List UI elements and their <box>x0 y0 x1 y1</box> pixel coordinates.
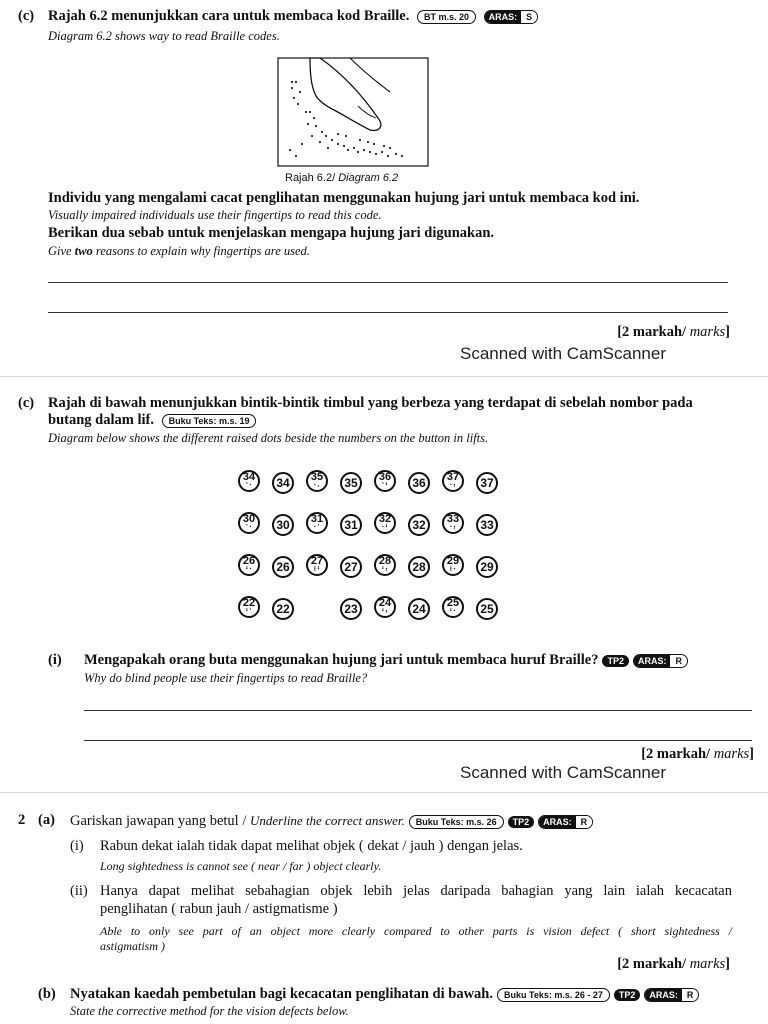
answer-line-2[interactable] <box>48 312 728 313</box>
braille-button-32 <box>374 512 396 534</box>
level-value: R <box>576 816 593 828</box>
q-ms: Mengapakah orang buta menggunakan hujung jari untuk membaca huruf Braille? <box>84 652 599 668</box>
part3-marks <box>617 956 730 973</box>
part1-question-ms <box>48 225 494 242</box>
braille-reading-illustration <box>250 52 430 168</box>
braille-dots-icon: ⠂⠁ <box>313 525 321 531</box>
part3-ii-label: (ii) <box>70 883 88 899</box>
q-ms-c: sebab untuk menjelaskan mengapa hujung jari digunakan. <box>124 225 495 241</box>
lift-button-31: 31 <box>340 514 362 536</box>
braille-dots-icon: ⠁⠃ <box>381 483 389 489</box>
braille-num: 33 <box>446 513 460 525</box>
part1-statement-en: Visually impaired individuals use their fingertips to read this code. <box>48 208 382 222</box>
caption-ms: Rajah 6.2/ <box>285 172 336 184</box>
level-value: R <box>670 655 687 667</box>
part1-label: (c) <box>18 8 35 24</box>
braille-num: 25 <box>446 597 460 609</box>
braille-dots-icon: ⠂⠄ <box>313 483 321 489</box>
braille-dots-icon: ⠂⠃ <box>381 525 389 531</box>
part3-ii-ms-2: penglihatan ( rabun jauh / astigmatisme ) <box>100 901 338 917</box>
lift-button-24: 24 <box>408 598 430 620</box>
lift-button-32: 32 <box>408 514 430 536</box>
marks-a: [2 markah/ <box>641 746 714 762</box>
lift-button-35: 35 <box>340 472 362 494</box>
part3-i-en: Long sightedness is cannot see ( near / far ) object clearly. <box>100 859 382 873</box>
braille-num: 26 <box>242 555 256 567</box>
lift-button-34: 34 <box>272 472 294 494</box>
textbook-ref-tag-2: Buku Teks: m.s. 19 <box>162 414 257 428</box>
marks-b: marks <box>689 324 726 340</box>
braille-dots-icon: ⠃⠂ <box>245 567 253 573</box>
level-key: ARAS: <box>539 816 576 828</box>
braille-button-30 <box>238 512 260 534</box>
lift-button-panel <box>238 470 508 620</box>
braille-num: 36 <box>378 471 392 483</box>
textbook-ref-tag: BT m.s. 20 <box>417 10 476 24</box>
part2-label: (c) <box>18 395 35 411</box>
level-badge-4 <box>644 988 699 1002</box>
braille-dots-icon: ⠇⠂ <box>449 567 457 573</box>
q-ms-a: Berikan <box>48 225 102 241</box>
marks-c: ] <box>725 956 730 972</box>
diagram-6-2-caption <box>285 172 398 184</box>
braille-dots-icon: ⠃⠂ <box>449 609 457 615</box>
level-key: ARAS: <box>485 11 522 23</box>
part3-b-question <box>70 986 699 1003</box>
marks-a: [2 markah/ <box>617 324 690 340</box>
part2-title-en: Diagram below shows the different raised dots beside the numbers on the button in lifts. <box>48 431 489 445</box>
braille-num: 31 <box>310 513 324 525</box>
part3-b-label: (b) <box>38 986 56 1002</box>
part1-statement-ms: Individu yang mengalami cacat penglihatan menggunakan hujung jari untuk membaca kod ini. <box>48 190 640 206</box>
braille-num: 22 <box>242 597 256 609</box>
camscanner-watermark-1: Scanned with CamScanner <box>460 344 667 363</box>
part1-title <box>48 8 538 25</box>
level-key: ARAS: <box>645 989 682 1001</box>
part3-b-en: State the corrective method for the vision defects below. <box>70 1004 349 1018</box>
braille-button-37 <box>442 470 464 492</box>
braille-button-33 <box>442 512 464 534</box>
lift-button-30: 30 <box>272 514 294 536</box>
part2-question-ms <box>84 652 688 669</box>
lift-button-27: 27 <box>340 556 362 578</box>
level-key: ARAS: <box>634 655 671 667</box>
part1-question-en <box>48 244 310 259</box>
tp-badge: TP2 <box>602 655 629 667</box>
answer-line-4[interactable] <box>84 740 752 741</box>
part2-question-en: Why do blind people use their fingertips to read Braille? <box>84 671 368 685</box>
braille-dots-icon: ⠃⠆ <box>381 567 389 573</box>
level-badge-2 <box>633 654 688 668</box>
braille-button-26 <box>238 554 260 576</box>
instr-ms: Gariskan jawapan yang betul / <box>70 813 250 829</box>
part3-instruction <box>70 812 593 830</box>
lift-button-37: 37 <box>476 472 498 494</box>
part2-marks <box>641 746 754 763</box>
braille-dots-icon: ⠇⠃ <box>313 567 321 573</box>
part3-i-ms: Rabun dekat ialah tidak dapat melihat objek ( dekat / jauh ) dengan jelas. <box>100 838 523 854</box>
marks-c: ] <box>725 324 730 340</box>
textbook-ref-tag-4: Buku Teks: m.s. 26 - 27 <box>497 988 610 1002</box>
tp-badge-3: TP2 <box>508 816 535 828</box>
tp-badge-4: TP2 <box>614 989 641 1001</box>
lift-button-26: 26 <box>272 556 294 578</box>
braille-button-36 <box>374 470 396 492</box>
part2-q-label: (i) <box>48 652 62 668</box>
level-badge-3 <box>538 815 593 829</box>
page-separator-1 <box>0 376 768 377</box>
braille-button-28 <box>374 554 396 576</box>
part3-ii-en-1: Able to only see part of an object more clearly compared to other parts is vision defect ( short sightedness / <box>100 924 732 938</box>
part3-ii-ms-1: Hanya dapat melihat sebahagian objek lebih jelas daripada bahagian yang lain ialah kecacatan <box>100 883 732 899</box>
braille-button-25 <box>442 596 464 618</box>
question-number: 2 <box>18 812 26 828</box>
lift-button-25: 25 <box>476 598 498 620</box>
braille-dots-icon: ⠁⠂ <box>245 483 253 489</box>
braille-dots-icon: ⠂⠆ <box>449 483 457 489</box>
braille-button-27 <box>306 554 328 576</box>
level-value: S <box>521 11 537 23</box>
textbook-ref-tag-3: Buku Teks: m.s. 26 <box>409 815 504 829</box>
marks-a: [2 markah/ <box>617 956 690 972</box>
braille-num: 27 <box>310 555 324 567</box>
lift-button-36: 36 <box>408 472 430 494</box>
lift-button-29: 29 <box>476 556 498 578</box>
part2-title-line2 <box>48 412 256 429</box>
q-en-c: reasons to explain why fingertips are used. <box>92 244 310 258</box>
lift-button-28: 28 <box>408 556 430 578</box>
marks-b: marks <box>689 956 726 972</box>
page-separator-2 <box>0 792 768 793</box>
braille-button-24 <box>374 596 396 618</box>
marks-b: marks <box>713 746 750 762</box>
part1-title-en: Diagram 6.2 shows way to read Braille codes. <box>48 29 280 43</box>
braille-button-22 <box>238 596 260 618</box>
part1-marks <box>617 324 730 341</box>
part3-a-label: (a) <box>38 812 55 828</box>
part1-title-ms: Rajah 6.2 menunjukkan cara untuk membaca kod Braille. <box>48 8 410 24</box>
braille-num: 35 <box>310 471 324 483</box>
level-value: R <box>682 989 699 1001</box>
braille-dots-icon: ⠂⠆ <box>449 525 457 531</box>
answer-line-3[interactable] <box>84 710 752 711</box>
braille-num: 28 <box>378 555 392 567</box>
answer-line-1[interactable] <box>48 282 728 283</box>
lift-button-33: 33 <box>476 514 498 536</box>
q-ms-b: dua <box>101 225 125 241</box>
level-badge <box>484 10 539 24</box>
braille-num: 32 <box>378 513 392 525</box>
part3-i-label: (i) <box>70 838 84 854</box>
instr-en: Underline the correct answer. <box>249 813 405 828</box>
title-ms-2: butang dalam lif. <box>48 412 154 428</box>
braille-dots-icon: ⠃⠆ <box>381 609 389 615</box>
braille-num: 24 <box>378 597 392 609</box>
camscanner-watermark-2: Scanned with CamScanner <box>460 763 667 782</box>
b-ms: Nyatakan kaedah pembetulan bagi kecacatan penglihatan di bawah. <box>70 986 493 1002</box>
q-en-b: two <box>74 244 93 258</box>
braille-num: 29 <box>446 555 460 567</box>
part2-title-line1: Rajah di bawah menunjukkan bintik-bintik timbul yang berbeza yang terdapat di sebelah nombor pada <box>48 395 693 411</box>
lift-button-22: 22 <box>272 598 294 620</box>
braille-button-29 <box>442 554 464 576</box>
braille-num: 30 <box>242 513 256 525</box>
braille-num: 37 <box>446 471 460 483</box>
caption-en: Diagram 6.2 <box>338 172 399 184</box>
part3-ii-en-2: astigmatism ) <box>100 939 166 953</box>
q-en-a: Give <box>48 244 75 258</box>
braille-button-35 <box>306 470 328 492</box>
braille-dots-icon: ⠁⠂ <box>245 525 253 531</box>
marks-c: ] <box>749 746 754 762</box>
braille-dots-icon: ⠃⠁ <box>245 609 253 615</box>
braille-button-34 <box>238 470 260 492</box>
braille-button-31 <box>306 512 328 534</box>
lift-button-23: 23 <box>340 598 362 620</box>
braille-num: 34 <box>242 471 256 483</box>
